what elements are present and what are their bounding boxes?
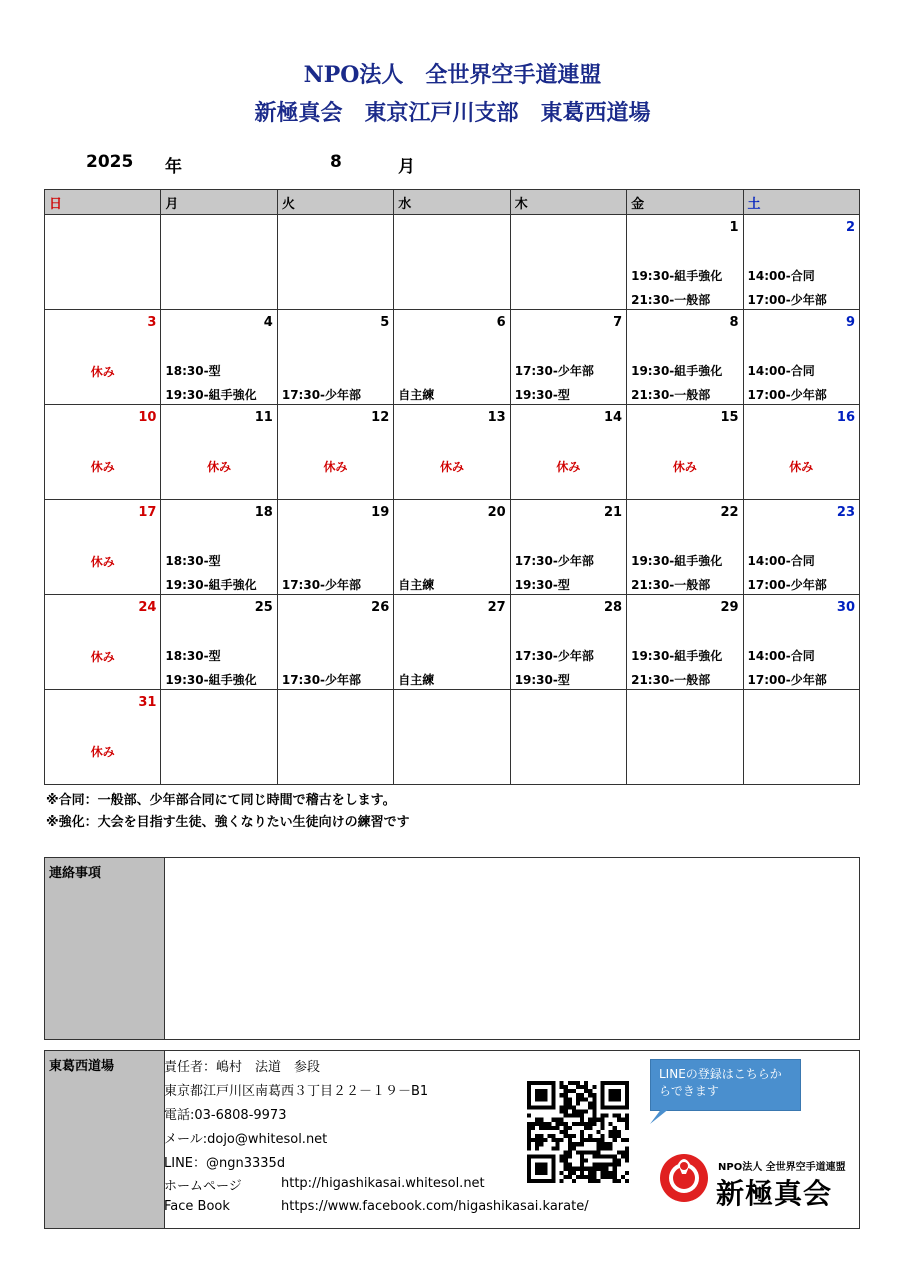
- dojo-label: 東葛西道場: [45, 1051, 165, 1229]
- calendar-table: [44, 189, 860, 785]
- note-joint: ※合同：一般部、少年部合同にて同じ時間で稽古をします。: [46, 793, 396, 808]
- schedule-entry: 17:00-少年部: [747, 578, 827, 592]
- weekday-fri: 金: [627, 190, 743, 215]
- schedule-entry: 14:00-合同: [747, 649, 815, 663]
- day-off-label: 休み: [90, 365, 115, 379]
- schedule-entry: 17:30-少年部: [281, 578, 362, 592]
- day-number: 13: [487, 410, 506, 425]
- calendar-week-row: [45, 690, 860, 785]
- day-number: 4: [263, 315, 273, 330]
- schedule-entry: 18:30-型: [165, 649, 221, 663]
- calendar-day-cell: [45, 215, 161, 310]
- calendar-day-cell: [277, 500, 393, 595]
- line-qr-code-icon[interactable]: [524, 1081, 632, 1183]
- calendar-day-cell: [45, 595, 161, 690]
- day-number: 19: [371, 505, 390, 520]
- calendar-body: [45, 215, 860, 785]
- day-off-label: 休み: [439, 460, 464, 474]
- day-number: 20: [487, 505, 506, 520]
- dojo-address: 東京都江戸川区南葛西３丁目２２－１９－B1: [164, 1084, 429, 1099]
- day-off-label: 休み: [90, 745, 115, 759]
- calendar-day-cell: [45, 310, 161, 405]
- day-off-label: 休み: [90, 555, 115, 569]
- day-number: 26: [371, 600, 390, 615]
- day-number: 23: [836, 505, 855, 520]
- org-title: NPO法人 全世界空手道連盟: [303, 62, 602, 88]
- day-number: 24: [138, 600, 157, 615]
- schedule-entry: 19:30-組手強化: [631, 364, 723, 378]
- schedule-entry: 19:30-組手強化: [631, 269, 723, 283]
- schedule-entry: 19:30-組手強化: [631, 649, 723, 663]
- schedule-entry: 19:30-型: [514, 673, 570, 687]
- schedule-entry: 21:30-一般部: [631, 673, 711, 687]
- calendar-day-cell: [743, 215, 859, 310]
- schedule-entry: 17:00-少年部: [747, 673, 827, 687]
- day-number: 21: [604, 505, 623, 520]
- logo-org-name: NPO法人 全世界空手道連盟: [718, 1162, 846, 1173]
- contact-label: 連絡事項: [45, 858, 165, 1040]
- day-number: 30: [836, 600, 855, 615]
- calendar-day-cell: [627, 690, 743, 785]
- schedule-entry: 19:30-組手強化: [631, 554, 723, 568]
- calendar-week-row: [45, 595, 860, 690]
- homepage-link[interactable]: http://higashikasai.whitesol.net: [281, 1176, 485, 1191]
- calendar-day-cell: [394, 310, 510, 405]
- day-number: 1: [729, 220, 739, 235]
- calendar-day-cell: [161, 405, 277, 500]
- schedule-entry: 自主練: [398, 388, 435, 402]
- dojo-manager: 責任者：嶋村 法道 参段: [164, 1060, 321, 1075]
- shinkyokushin-logo-icon: [658, 1152, 710, 1204]
- day-number: 28: [604, 600, 623, 615]
- day-off-label: 休み: [789, 460, 814, 474]
- weekday-mon: 月: [161, 190, 277, 215]
- dojo-phone: 電話:03-6808-9973: [164, 1108, 287, 1123]
- calendar-day-cell: [161, 690, 277, 785]
- year-value: 2025: [86, 152, 134, 172]
- schedule-entry: 自主練: [398, 578, 435, 592]
- schedule-entry: 14:00-合同: [747, 364, 815, 378]
- schedule-entry: 14:00-合同: [747, 554, 815, 568]
- schedule-entry: 17:00-少年部: [747, 293, 827, 307]
- homepage-label: ホームページ: [164, 1179, 242, 1194]
- calendar-week-row: [45, 310, 860, 405]
- day-number: 6: [496, 315, 506, 330]
- calendar-day-cell: [394, 215, 510, 310]
- weekday-wed: 水: [394, 190, 510, 215]
- schedule-entry: 19:30-型: [514, 578, 570, 592]
- calendar-day-cell: [510, 690, 626, 785]
- day-number: 5: [380, 315, 390, 330]
- calendar-day-cell: [277, 405, 393, 500]
- schedule-entry: 19:30-型: [514, 388, 570, 402]
- month-label: 月: [398, 157, 415, 177]
- calendar-day-cell: [510, 405, 626, 500]
- calendar-day-cell: [510, 500, 626, 595]
- day-number: 14: [604, 410, 623, 425]
- month-value: 8: [330, 152, 342, 172]
- logo-brand: 新極真会: [716, 1177, 833, 1210]
- calendar-day-cell: [627, 310, 743, 405]
- calendar-day-cell: [277, 215, 393, 310]
- calendar-day-cell: [743, 405, 859, 500]
- day-off-label: 休み: [207, 460, 232, 474]
- day-number: 11: [254, 410, 273, 425]
- day-off-label: 休み: [323, 460, 348, 474]
- calendar-day-cell: [627, 500, 743, 595]
- day-number: 2: [845, 220, 855, 235]
- schedule-entry: 自主練: [398, 673, 435, 687]
- schedule-entry: 17:00-少年部: [747, 388, 827, 402]
- calendar-day-cell: [743, 595, 859, 690]
- calendar-day-cell: [277, 595, 393, 690]
- dojo-title: 新極真会 東京江戸川支部 東葛西道場: [254, 100, 651, 126]
- schedule-entry: 19:30-組手強化: [165, 578, 257, 592]
- day-number: 9: [845, 315, 855, 330]
- calendar-day-cell: [277, 310, 393, 405]
- calendar-day-cell: [161, 595, 277, 690]
- day-off-label: 休み: [90, 650, 115, 664]
- day-number: 31: [138, 695, 157, 710]
- schedule-entry: 21:30-一般部: [631, 293, 711, 307]
- calendar-day-cell: [277, 690, 393, 785]
- calendar-day-cell: [394, 405, 510, 500]
- facebook-link[interactable]: https://www.facebook.com/higashikasai.karate/: [281, 1199, 589, 1214]
- schedule-entry: 14:00-合同: [747, 269, 815, 283]
- calendar-day-cell: [394, 690, 510, 785]
- day-off-label: 休み: [90, 460, 115, 474]
- calendar-day-cell: [627, 215, 743, 310]
- calendar-day-cell: [627, 595, 743, 690]
- day-number: 10: [138, 410, 157, 425]
- day-number: 17: [138, 505, 157, 520]
- note-strengthen: ※強化：大会を目指す生徒、強くなりたい生徒向けの練習です: [46, 815, 410, 830]
- weekday-header-row: [45, 190, 860, 215]
- day-number: 29: [720, 600, 739, 615]
- calendar-day-cell: [510, 595, 626, 690]
- weekday-sat: 土: [743, 190, 859, 215]
- calendar-day-cell: [45, 500, 161, 595]
- calendar-day-cell: [510, 310, 626, 405]
- day-number: 15: [720, 410, 739, 425]
- schedule-entry: 18:30-型: [165, 554, 221, 568]
- calendar-day-cell: [161, 500, 277, 595]
- schedule-entry: 17:30-少年部: [514, 554, 594, 568]
- schedule-entry: 17:30-少年部: [514, 649, 594, 663]
- calendar-day-cell: [45, 405, 161, 500]
- schedule-entry: 17:30-少年部: [281, 673, 362, 687]
- schedule-entry: 19:30-組手強化: [165, 673, 257, 687]
- calendar-day-cell: [161, 310, 277, 405]
- schedule-entry: 17:30-少年部: [514, 364, 594, 378]
- day-off-label: 休み: [672, 460, 697, 474]
- calendar-day-cell: [394, 595, 510, 690]
- day-number: 27: [487, 600, 506, 615]
- contact-content: [165, 858, 860, 1040]
- calendar-day-cell: [743, 690, 859, 785]
- day-off-label: 休み: [556, 460, 581, 474]
- calendar-day-cell: [394, 500, 510, 595]
- calendar-day-cell: [510, 215, 626, 310]
- calendar-week-row: [45, 215, 860, 310]
- calendar-week-row: [45, 500, 860, 595]
- calendar-day-cell: [743, 310, 859, 405]
- weekday-sun: 日: [45, 190, 161, 215]
- day-number: 3: [147, 315, 157, 330]
- day-number: 16: [836, 410, 855, 425]
- day-number: 7: [613, 315, 623, 330]
- calendar-week-row: [45, 405, 860, 500]
- schedule-entry: 21:30-一般部: [631, 578, 711, 592]
- schedule-entry: 19:30-組手強化: [165, 388, 257, 402]
- calendar-day-cell: [45, 690, 161, 785]
- dojo-mail: メール:dojo@whitesol.net: [164, 1132, 328, 1147]
- year-label: 年: [165, 157, 182, 177]
- day-number: 8: [729, 315, 739, 330]
- schedule-entry: 18:30-型: [165, 364, 221, 378]
- day-number: 22: [720, 505, 739, 520]
- schedule-entry: 17:30-少年部: [281, 388, 362, 402]
- weekday-tue: 火: [277, 190, 393, 215]
- calendar-day-cell: [161, 215, 277, 310]
- contact-box: [44, 857, 860, 1040]
- facebook-label: Face Book: [164, 1199, 230, 1214]
- calendar-day-cell: [743, 500, 859, 595]
- weekday-thu: 木: [510, 190, 626, 215]
- day-number: 25: [254, 600, 273, 615]
- dojo-line-id: LINE：@ngn3335d: [164, 1156, 286, 1171]
- line-callout: LINEの登録はこちらからできます: [650, 1059, 801, 1111]
- callout-pointer-icon: [650, 1108, 670, 1124]
- day-number: 18: [254, 505, 273, 520]
- day-number: 12: [371, 410, 390, 425]
- calendar-day-cell: [627, 405, 743, 500]
- schedule-entry: 21:30-一般部: [631, 388, 711, 402]
